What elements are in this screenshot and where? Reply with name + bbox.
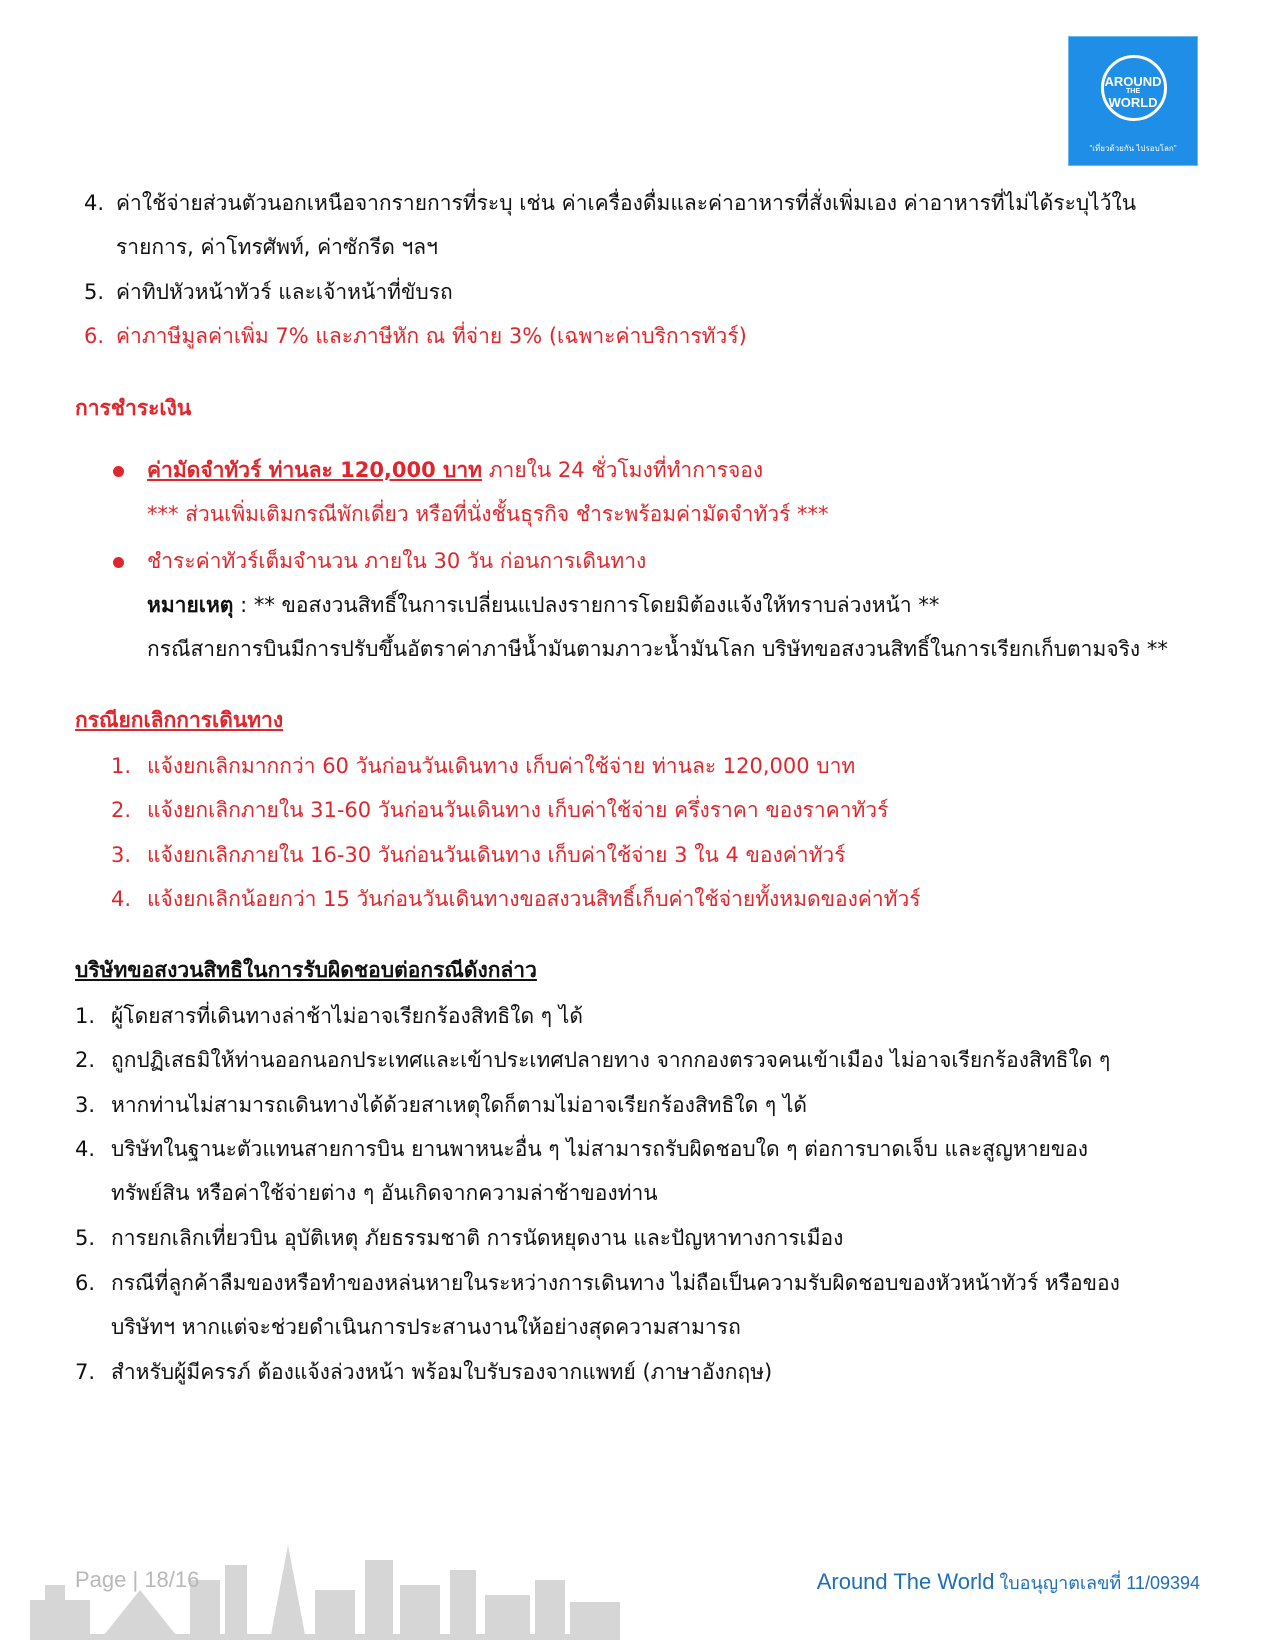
footer-company xyxy=(817,1568,1200,1597)
item-number: 6. xyxy=(75,1271,96,1295)
license-number: ใบอนุญาตเลขที่ 11/09394 xyxy=(994,1573,1200,1593)
deposit-note: *** ส่วนเพิ่มเติมกรณีพักเดี่ยว หรือที่นั่งชั้นธุรกิจ ชำระพร้อมค่ามัดจำทัวร์ *** xyxy=(147,502,829,526)
list-item-text: หากท่านไม่สามารถเดินทางได้ด้วยสาเหตุใดก็ตามไม่อาจเรียกร้องสิทธิใด ๆ ได้ xyxy=(111,1093,808,1117)
deposit-deadline: ภายใน 24 ชั่วโมงที่ทำการจอง xyxy=(482,458,764,482)
remark-label: หมายเหตุ xyxy=(147,593,234,617)
list-item xyxy=(84,188,104,218)
item-number: 4. xyxy=(84,191,105,215)
page-number: Page | 18/16 xyxy=(75,1567,200,1592)
list-item-text: สำหรับผู้มีครรภ์ ต้องแจ้งล่วงหน้า พร้อมใบรับรองจากแพทย์ (ภาษาอังกฤษ) xyxy=(111,1360,773,1384)
item-number: 2. xyxy=(111,798,132,822)
item-number: 6. xyxy=(84,324,105,348)
list-item-text: ถูกปฏิเสธมิให้ท่านออกนอกประเทศและเข้าประเทศปลายทาง จากกองตรวจคนเข้าเมือง ไม่อาจเรียกร้องสิทธิใด ๆ xyxy=(111,1048,1111,1072)
item-number: 4. xyxy=(111,887,132,911)
bullet-icon xyxy=(113,557,124,568)
company-logo xyxy=(1068,36,1198,166)
list-item-text: ผู้โดยสารที่เดินทางล่าช้าไม่อาจเรียกร้องสิทธิใด ๆ ได้ xyxy=(111,1004,583,1028)
item-number: 2. xyxy=(75,1048,96,1072)
list-item-text: บริษัทในฐานะตัวแทนสายการบิน ยานพาหนะอื่น ๆ ไม่สามารถรับผิดชอบใด ๆ ต่อการบาดเจ็บ และสูญหายของ xyxy=(111,1137,1089,1161)
list-item-text: แจ้งยกเลิกน้อยกว่า 15 วันก่อนวันเดินทางขอสงวนสิทธิ์เก็บค่าใช้จ่ายทั้งหมดของค่าทัวร์ xyxy=(147,887,921,911)
liability-heading: บริษัทขอสงวนสิทธิในการรับผิดชอบต่อกรณีดังกล่าว xyxy=(75,958,537,982)
remark-line xyxy=(147,590,939,620)
item-number: 3. xyxy=(75,1093,96,1117)
remark-text: : ** ขอสงวนสิทธิ์ในการเปลี่ยนแปลงรายการโดยมิต้องแจ้งให้ทราบล่วงหน้า ** xyxy=(233,593,940,617)
logo-name-line3: WORLD xyxy=(1108,95,1158,110)
deposit-amount: ค่ามัดจำทัวร์ ท่านละ 120,000 บาท xyxy=(147,458,483,482)
item-number: 1. xyxy=(75,1004,96,1028)
company-name: Around The World xyxy=(816,1569,995,1594)
item-number: 5. xyxy=(75,1226,96,1250)
list-item-text: ค่าทิปหัวหน้าทัวร์ และเจ้าหน้าที่ขับรถ xyxy=(116,280,453,304)
list-item-text: แจ้งยกเลิกภายใน 16-30 วันก่อนวันเดินทาง เก็บค่าใช้จ่าย 3 ใน 4 ของค่าทัวร์ xyxy=(147,843,846,867)
list-item-text: กรณีที่ลูกค้าลืมของหรือทำของหล่นหายในระหว่างการเดินทาง ไม่ถือเป็นความรับผิดชอบของหัวหน้าทัวร์ หรือของ xyxy=(111,1271,1120,1295)
list-item-text: ค่าภาษีมูลค่าเพิ่ม 7% และภาษีหัก ณ ที่จ่าย 3% (เฉพาะค่าบริการทัวร์) xyxy=(116,324,747,348)
list-item-text: ค่าใช้จ่ายส่วนตัวนอกเหนือจากรายการที่ระบุ เช่น ค่าเครื่องดื่มและค่าอาหารที่สั่งเพิ่มเอง ค่าอาหารที่ไม่ได้ระบุไว้ใน xyxy=(116,191,1137,215)
bullet-icon xyxy=(113,466,124,477)
list-item-text: รายการ, ค่าโทรศัพท์, ค่าซักรีด ฯลฯ xyxy=(116,235,438,259)
deposit-line xyxy=(147,455,763,485)
item-number: 4. xyxy=(75,1137,96,1161)
logo-name-line1: AROUND xyxy=(1104,74,1162,89)
cancellation-heading: กรณียกเลิกการเดินทาง xyxy=(75,708,284,732)
list-item-text: แจ้งยกเลิกภายใน 31-60 วันก่อนวันเดินทาง เก็บค่าใช้จ่าย ครึ่งราคา ของราคาทัวร์ xyxy=(147,798,889,822)
list-item-text: แจ้งยกเลิกมากกว่า 60 วันก่อนวันเดินทาง เก็บค่าใช้จ่าย ท่านละ 120,000 บาท xyxy=(147,754,856,778)
item-number: 3. xyxy=(111,843,132,867)
list-item-text: บริษัทฯ หากแต่จะช่วยดำเนินการประสานงานให้อย่างสุดความสามารถ xyxy=(111,1315,741,1339)
logo-name xyxy=(1069,75,1197,109)
logo-tagline: "เที่ยวด้วยกัน ไปรอบโลก" xyxy=(1089,144,1177,153)
item-number: 5. xyxy=(84,280,105,304)
list-item-text: การยกเลิกเที่ยวบิน อุบัติเหตุ ภัยธรรมชาติ การนัดหยุดงาน และปัญหาทางการเมือง xyxy=(111,1226,844,1250)
item-number: 7. xyxy=(75,1360,96,1384)
remark-line-2: กรณีสายการบินมีการปรับขึ้นอัตราค่าภาษีน้ำมันตามภาวะน้ำมันโลก บริษัทขอสงวนสิทธิ์ในการเรียกเก็บตามจริง ** xyxy=(147,637,1168,661)
payment-heading: การชำระเงิน xyxy=(75,396,192,420)
list-item-text: ทรัพย์สิน หรือค่าใช้จ่ายต่าง ๆ อันเกิดจากความล่าช้าของท่าน xyxy=(111,1181,658,1205)
logo-name-line2: THE xyxy=(1126,88,1140,95)
full-payment-line: ชำระค่าทัวร์เต็มจำนวน ภายใน 30 วัน ก่อนการเดินทาง xyxy=(147,549,647,573)
item-number: 1. xyxy=(111,754,132,778)
